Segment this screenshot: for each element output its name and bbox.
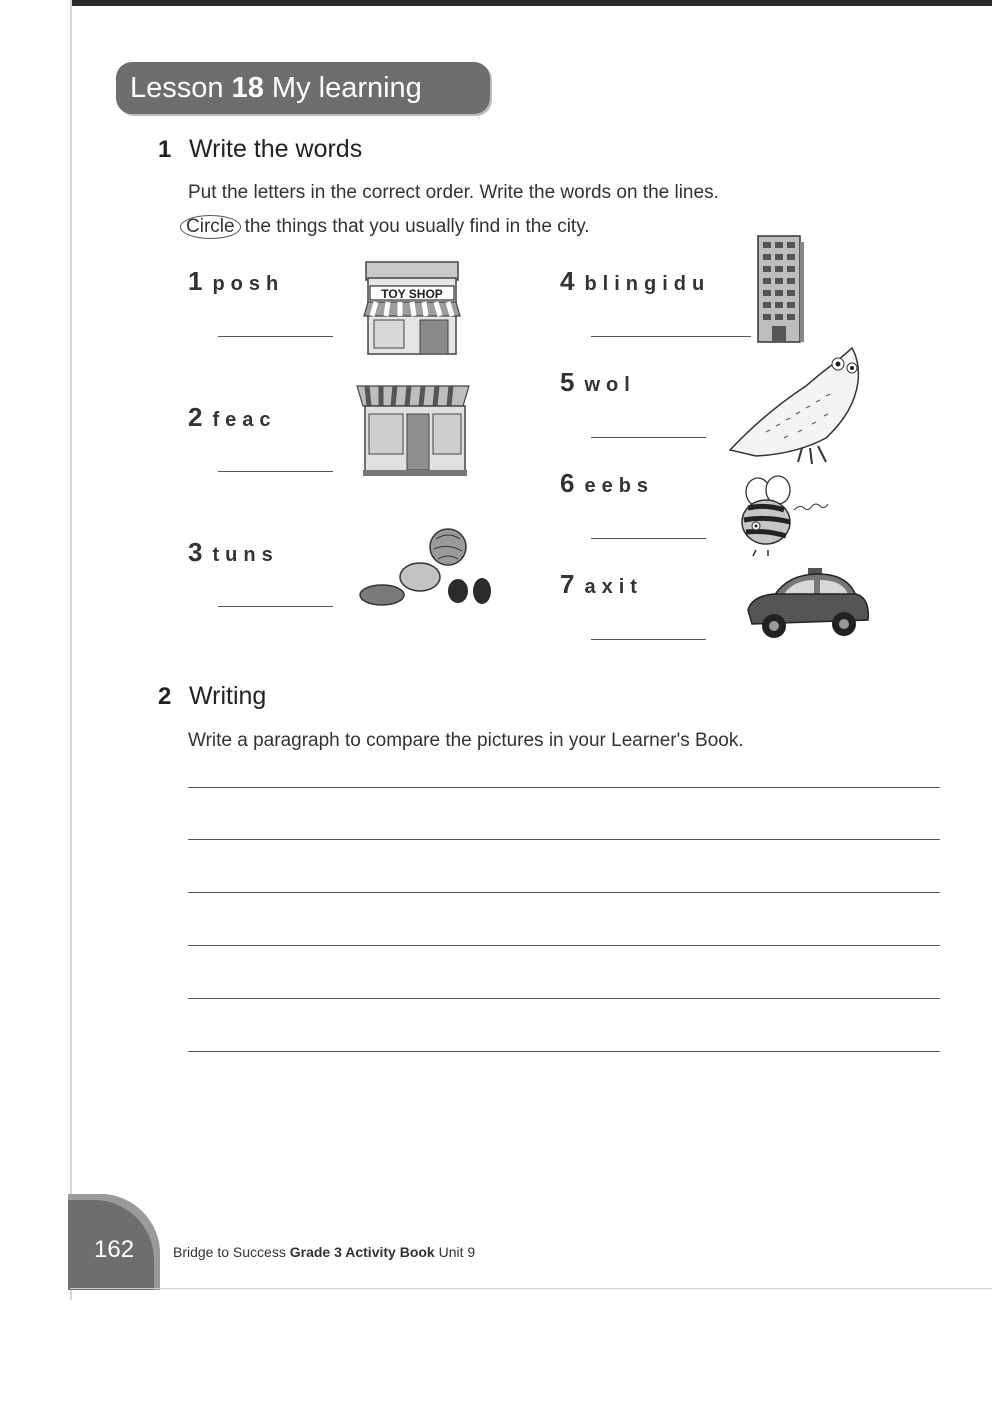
- toy-shop-picture: [362, 258, 462, 358]
- scrambled-word: tuns: [212, 544, 279, 566]
- item-number: 1: [188, 266, 203, 296]
- item-number: 3: [188, 537, 203, 567]
- lesson-number: 18: [231, 72, 264, 104]
- answer-line-5[interactable]: [591, 437, 706, 438]
- answer-line-3[interactable]: [218, 606, 333, 607]
- answer-line-6[interactable]: [591, 538, 706, 539]
- answer-line-2[interactable]: [218, 471, 333, 472]
- page-number: 162: [94, 1236, 135, 1263]
- section1-instruction-2: [180, 215, 590, 239]
- page-edge: [70, 0, 72, 1300]
- scrambled-word: posh: [212, 273, 285, 295]
- writing-line-6[interactable]: [188, 1051, 940, 1052]
- scrambled-word: eebs: [584, 475, 655, 497]
- section2-title: Writing: [189, 682, 267, 710]
- section2-number: 2: [158, 683, 172, 710]
- book-unit: Unit 9: [434, 1244, 476, 1260]
- toy-shop-sign: TOY SHOP: [381, 287, 443, 301]
- item-number: 2: [188, 402, 203, 432]
- answer-line-7[interactable]: [591, 639, 706, 640]
- lesson-title: My learning: [271, 72, 422, 104]
- book-title: [173, 1244, 475, 1260]
- writing-line-4[interactable]: [188, 945, 940, 946]
- item-number: 5: [560, 367, 575, 397]
- section2-instruction: Write a paragraph to compare the pictures in your Learner's Book.: [188, 730, 744, 751]
- item-number: 6: [560, 468, 575, 498]
- section1-instruction-1: Put the letters in the correct order. Write the words on the lines.: [188, 182, 719, 203]
- bee-picture: [736, 474, 840, 558]
- item-6: [560, 468, 654, 499]
- taxi-picture: [744, 566, 872, 646]
- answer-line-1[interactable]: [218, 336, 333, 337]
- item-3: [188, 537, 279, 568]
- footer-divider: [70, 1288, 992, 1289]
- writing-line-3[interactable]: [188, 892, 940, 893]
- lesson-banner: [116, 62, 490, 114]
- nuts-picture: [358, 525, 498, 615]
- writing-line-2[interactable]: [188, 839, 940, 840]
- lesson-prefix: Lesson: [130, 72, 224, 104]
- cafe-picture: [355, 384, 471, 478]
- answer-line-4[interactable]: [591, 336, 751, 337]
- item-7: [560, 569, 643, 600]
- item-5: [560, 367, 636, 398]
- owl-picture: [726, 342, 866, 470]
- item-4: [560, 266, 710, 297]
- writing-line-1[interactable]: [188, 787, 940, 788]
- item-1: [188, 266, 284, 297]
- top-border: [72, 0, 992, 6]
- scrambled-word: blingidu: [584, 273, 711, 295]
- item-2: [188, 402, 277, 433]
- section1-number: 1: [158, 136, 172, 163]
- circle-word: Circle: [180, 215, 241, 239]
- scrambled-word: wol: [584, 374, 636, 396]
- section1-title: Write the words: [189, 135, 363, 163]
- scrambled-word: feac: [212, 409, 277, 431]
- instruction-rest: the things that you usually find in the city.: [244, 216, 590, 237]
- scrambled-word: axit: [584, 576, 643, 598]
- book-grade: Grade 3 Activity Book: [289, 1244, 435, 1260]
- building-picture: [754, 232, 806, 344]
- book-prefix: Bridge to Success: [173, 1244, 290, 1260]
- item-number: 4: [560, 266, 575, 296]
- writing-line-5[interactable]: [188, 998, 940, 999]
- item-number: 7: [560, 569, 575, 599]
